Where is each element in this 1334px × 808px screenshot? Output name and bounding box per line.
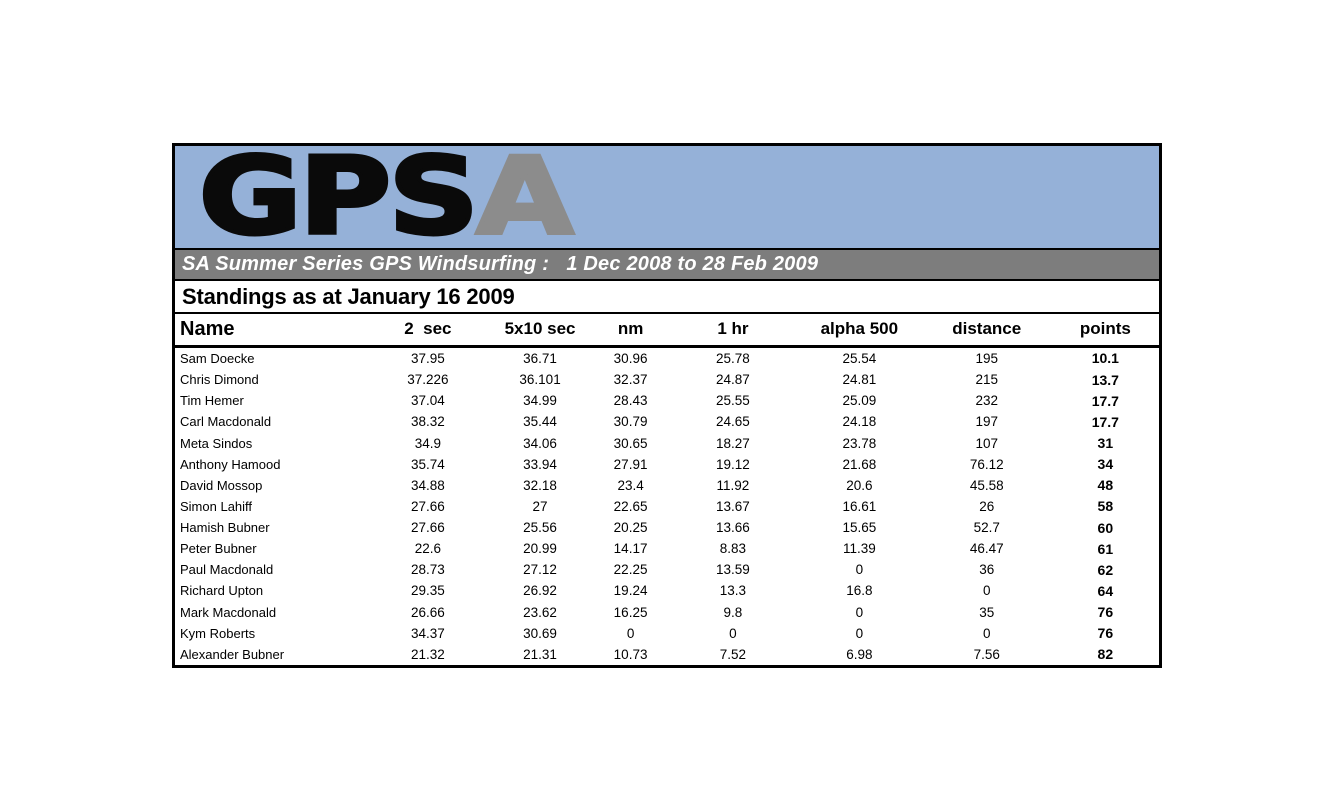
value-cell: 26.66 xyxy=(410,604,445,620)
points-cell: 76 xyxy=(1097,604,1114,621)
value-cell: 18.27 xyxy=(716,435,750,451)
points-cell: 62 xyxy=(1097,561,1114,578)
table-row xyxy=(175,601,1159,622)
value-cell: 26.92 xyxy=(523,583,557,599)
column-header: Name xyxy=(180,317,235,340)
value-cell: 76.12 xyxy=(969,456,1004,472)
table-row xyxy=(175,346,1159,369)
value-cell: 20.99 xyxy=(523,541,557,557)
points-cell: 60 xyxy=(1097,519,1114,536)
value-cell: 0 xyxy=(729,625,737,641)
rider-name-cell: Kym Roberts xyxy=(180,625,256,641)
value-cell: 0 xyxy=(982,625,991,641)
table-row xyxy=(175,475,1159,496)
value-cell: 22.25 xyxy=(613,562,648,578)
value-cell: 27.66 xyxy=(410,520,445,536)
value-cell: 11.92 xyxy=(716,477,750,493)
value-cell: 19.24 xyxy=(613,583,648,599)
logo-text-gps: GPS xyxy=(199,146,477,250)
table-row xyxy=(175,538,1159,559)
points-cell: 17.7 xyxy=(1091,392,1119,409)
value-cell: 0 xyxy=(855,625,864,641)
value-cell: 34.06 xyxy=(523,435,557,451)
value-cell: 11.39 xyxy=(842,541,876,557)
value-cell: 25.56 xyxy=(523,520,557,536)
table-row xyxy=(175,411,1159,432)
points-cell: 34 xyxy=(1097,456,1114,473)
value-cell: 26 xyxy=(979,498,995,514)
value-cell: 22.65 xyxy=(613,498,648,514)
value-cell: 25.54 xyxy=(842,350,877,366)
value-cell: 0 xyxy=(855,562,864,578)
standings-title: Standings as at January 16 2009 xyxy=(182,283,515,309)
points-cell: 17.7 xyxy=(1091,413,1119,430)
rider-name-cell: Mark Macdonald xyxy=(180,604,277,620)
value-cell: 36 xyxy=(979,562,995,578)
series-title: SA Summer Series GPS Windsurfing : 1 Dec 2008 to 28 Feb 2009 xyxy=(182,253,819,275)
gpsa-logo xyxy=(199,146,571,249)
points-cell: 76 xyxy=(1097,625,1114,642)
value-cell: 0 xyxy=(855,604,864,620)
value-cell: 32.37 xyxy=(613,372,648,388)
logo-text-a: A xyxy=(476,146,571,250)
table-row xyxy=(175,580,1159,601)
value-cell: 25.55 xyxy=(716,393,750,409)
points-cell: 10.1 xyxy=(1091,350,1119,367)
rider-name-cell: Anthony Hamood xyxy=(180,456,281,472)
value-cell: 30.96 xyxy=(613,350,648,366)
value-cell: 28.43 xyxy=(613,393,648,409)
value-cell: 28.73 xyxy=(410,562,445,578)
value-cell: 24.65 xyxy=(716,414,750,430)
value-cell: 232 xyxy=(975,393,999,409)
points-cell: 58 xyxy=(1097,498,1114,515)
value-cell: 24.81 xyxy=(842,372,877,388)
value-cell: 45.58 xyxy=(969,477,1004,493)
table-row xyxy=(175,559,1159,580)
value-cell: 21.68 xyxy=(842,456,877,472)
value-cell: 32.18 xyxy=(523,477,557,493)
value-cell: 38.32 xyxy=(410,414,445,430)
value-cell: 107 xyxy=(975,435,999,451)
value-cell: 7.52 xyxy=(719,646,747,662)
value-cell: 6.98 xyxy=(846,646,873,662)
value-cell: 27.12 xyxy=(523,562,557,578)
rider-name-cell: Paul Macdonald xyxy=(180,562,274,578)
value-cell: 30.79 xyxy=(613,414,648,430)
standings-bar xyxy=(175,281,1159,314)
value-cell: 35.44 xyxy=(523,414,557,430)
rider-name-cell: Meta Sindos xyxy=(180,435,253,451)
table-row xyxy=(175,623,1159,644)
value-cell: 22.6 xyxy=(414,541,442,557)
value-cell: 27 xyxy=(532,498,548,514)
rider-name-cell: Hamish Bubner xyxy=(180,520,270,536)
value-cell: 21.32 xyxy=(410,646,445,662)
value-cell: 29.35 xyxy=(410,583,445,599)
value-cell: 13.67 xyxy=(716,498,750,514)
rider-name-cell: Alexander Bubner xyxy=(180,646,285,662)
table-row xyxy=(175,432,1159,453)
value-cell: 34.99 xyxy=(523,393,557,409)
table-row xyxy=(175,390,1159,411)
value-cell: 24.87 xyxy=(716,372,750,388)
column-header: 5x10 sec xyxy=(504,319,576,339)
value-cell: 7.56 xyxy=(973,646,1000,662)
value-cell: 13.3 xyxy=(719,583,747,599)
points-cell: 64 xyxy=(1097,582,1114,599)
value-cell: 16.61 xyxy=(842,498,877,514)
value-cell: 37.04 xyxy=(410,393,445,409)
points-cell: 48 xyxy=(1097,477,1114,494)
value-cell: 0 xyxy=(982,583,991,599)
value-cell: 20.25 xyxy=(613,520,648,536)
points-cell: 61 xyxy=(1097,540,1114,557)
value-cell: 34.9 xyxy=(414,435,442,451)
value-cell: 37.95 xyxy=(410,350,445,366)
value-cell: 37.226 xyxy=(407,372,449,388)
value-cell: 195 xyxy=(975,350,999,366)
rider-name-cell: David Mossop xyxy=(180,477,263,493)
value-cell: 16.8 xyxy=(846,583,873,599)
value-cell: 46.47 xyxy=(969,541,1004,557)
value-cell: 20.6 xyxy=(846,477,873,493)
rider-name-cell: Tim Hemer xyxy=(180,393,244,409)
column-header: alpha 500 xyxy=(820,319,899,339)
value-cell: 15.65 xyxy=(842,520,877,536)
value-cell: 27.66 xyxy=(410,498,445,514)
value-cell: 35.74 xyxy=(410,456,445,472)
standings-sheet xyxy=(172,143,1162,668)
rider-name-cell: Carl Macdonald xyxy=(180,414,272,430)
value-cell: 23.78 xyxy=(842,435,877,451)
value-cell: 215 xyxy=(975,372,999,388)
value-cell: 23.4 xyxy=(617,477,644,493)
value-cell: 25.09 xyxy=(842,393,877,409)
value-cell: 19.12 xyxy=(716,456,750,472)
value-cell: 25.78 xyxy=(716,350,750,366)
points-cell: 82 xyxy=(1097,646,1114,663)
table-row xyxy=(175,496,1159,517)
table-row xyxy=(175,644,1159,665)
rider-name-cell: Chris Dimond xyxy=(180,372,259,388)
column-header: distance xyxy=(952,319,1022,339)
series-title-bar xyxy=(175,250,1159,281)
value-cell: 27.91 xyxy=(613,456,648,472)
value-cell: 0 xyxy=(626,625,635,641)
value-cell: 197 xyxy=(975,414,999,430)
table-row xyxy=(175,517,1159,538)
value-cell: 35 xyxy=(979,604,995,620)
rider-name-cell: Sam Doecke xyxy=(180,350,255,366)
value-cell: 34.88 xyxy=(410,477,445,493)
rider-name-cell: Peter Bubner xyxy=(180,541,257,557)
value-cell: 30.65 xyxy=(613,435,648,451)
value-cell: 10.73 xyxy=(613,646,648,662)
value-cell: 8.83 xyxy=(719,541,747,557)
rider-name-cell: Simon Lahiff xyxy=(180,498,253,514)
table-header-row xyxy=(175,314,1159,346)
column-header: points xyxy=(1079,319,1131,339)
table-row xyxy=(175,454,1159,475)
rider-name-cell: Richard Upton xyxy=(180,583,264,599)
value-cell: 16.25 xyxy=(613,604,648,620)
logo-banner xyxy=(175,146,1159,250)
value-cell: 13.59 xyxy=(716,562,750,578)
value-cell: 9.8 xyxy=(723,604,743,620)
value-cell: 13.66 xyxy=(716,520,750,536)
value-cell: 34.37 xyxy=(410,625,445,641)
points-cell: 13.7 xyxy=(1091,371,1119,388)
value-cell: 14.17 xyxy=(613,541,648,557)
value-cell: 52.7 xyxy=(973,520,1000,536)
value-cell: 30.69 xyxy=(523,625,557,641)
column-header: nm xyxy=(617,319,644,339)
standings-table xyxy=(175,314,1159,665)
value-cell: 33.94 xyxy=(523,456,557,472)
column-header: 1 hr xyxy=(717,319,749,339)
value-cell: 36.101 xyxy=(519,372,561,388)
value-cell: 21.31 xyxy=(523,646,557,662)
value-cell: 23.62 xyxy=(523,604,557,620)
value-cell: 36.71 xyxy=(523,350,557,366)
points-cell: 31 xyxy=(1097,435,1114,452)
standings-table-wrap xyxy=(175,314,1159,665)
table-row xyxy=(175,369,1159,390)
column-header: 2 sec xyxy=(404,319,452,339)
value-cell: 24.18 xyxy=(842,414,877,430)
